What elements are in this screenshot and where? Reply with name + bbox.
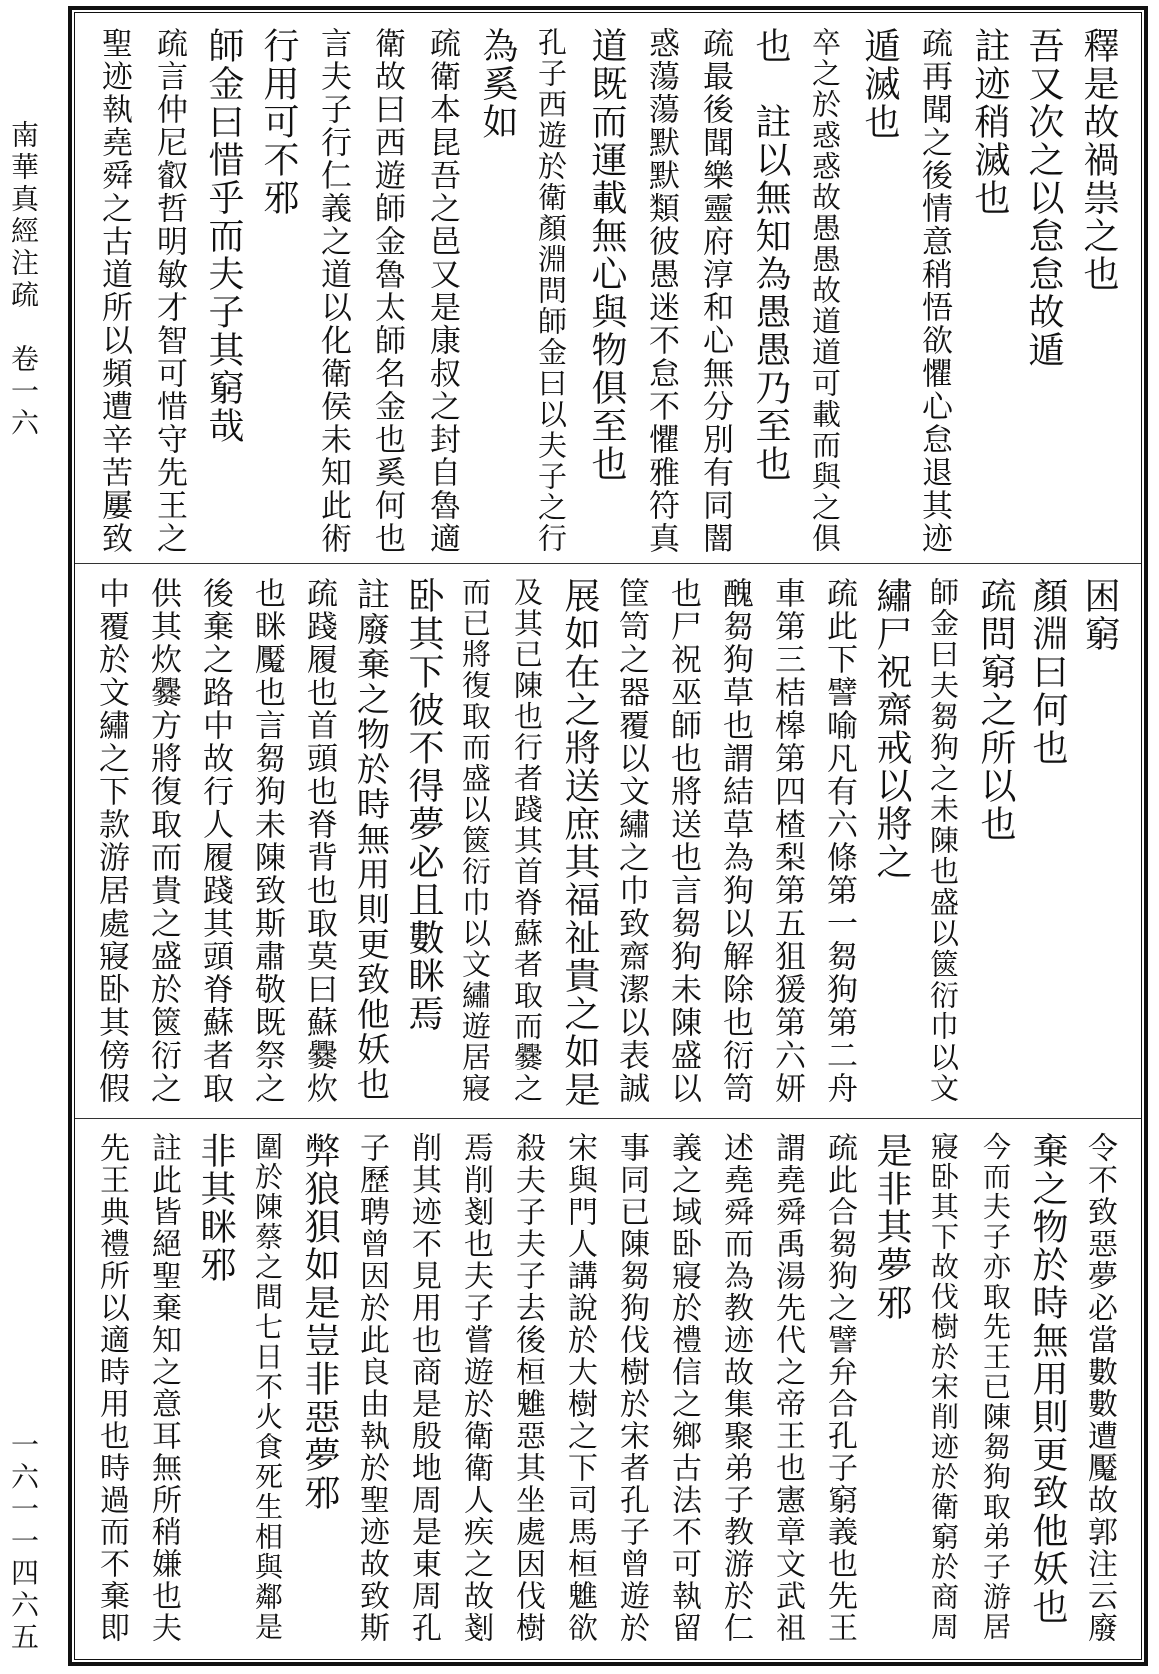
text-column: 疏踐履也首頭也脊背也取莫曰蘇爨炊 bbox=[301, 577, 337, 1105]
text-column: 也 註以無知為愚愚乃至也 bbox=[750, 27, 791, 483]
text-column: 義之域卧寢於禮信之鄉古法不可執留 bbox=[666, 1132, 701, 1644]
text-column: 言夫子行仁義之道以化衛侯未知此術 bbox=[315, 27, 351, 555]
text-column: 醜芻狗草也謂結草為狗以解除也衍笥 bbox=[717, 577, 753, 1105]
text-column: 註迹稍滅也 bbox=[969, 27, 1010, 217]
text-column: 疏最後聞樂靈府淳和心無分別有同闇 bbox=[697, 27, 733, 555]
text-column: 釋是故禍祟之也 bbox=[1078, 27, 1119, 293]
text-column: 疏此合芻狗之譬弁合孔子窮義也先王 bbox=[822, 1132, 857, 1644]
text-column: 吾又次之以怠怠故遁 bbox=[1023, 27, 1064, 369]
text-column: 棄之物於時無用則更致他妖也 bbox=[1027, 1132, 1068, 1626]
text-column: 衛故曰西遊師金魯太師名金也奚何也 bbox=[369, 27, 405, 555]
text-column: 事同已陳芻狗伐樹於宋者孔子曾遊於 bbox=[614, 1132, 649, 1644]
text-column: 謂堯舜禹湯先代之帝王也憲章文武祖 bbox=[770, 1132, 805, 1644]
text-column: 卧其下彼不得夢必且數眯焉 bbox=[403, 577, 444, 1033]
text-column: 疏問窮之所以也 bbox=[975, 577, 1016, 843]
text-column: 困窮 bbox=[1079, 577, 1120, 653]
text-column: 殺夫子夫子去後桓魋惡其坐處因伐樹 bbox=[510, 1132, 545, 1644]
text-column: 也眯魘也言芻狗未陳致斯肅敬既祭之 bbox=[249, 577, 285, 1105]
text-column: 中覆於文繡之下款游居處寢卧其傍假 bbox=[93, 577, 129, 1105]
text-column: 弊狼狽如是豈非惡夢邪 bbox=[299, 1132, 340, 1512]
text-column: 車第三桔槔第四楂梨第五狙猨第六妍 bbox=[769, 577, 805, 1105]
text-register-bottom bbox=[75, 1118, 1141, 1659]
text-column: 卒之於惑惑故愚愚故道道可載而與之俱 bbox=[808, 27, 842, 554]
text-column: 削其迹不見用也商是殷地周是東周孔 bbox=[406, 1132, 441, 1644]
text-column: 註廢棄之物於時無用則更致他妖也 bbox=[352, 577, 391, 1102]
text-column: 令不致惡夢必當數數遭魘故郭注云廢 bbox=[1082, 1132, 1117, 1644]
text-column: 孔子西遊於衛顏淵問師金曰以夫子之行 bbox=[534, 27, 568, 554]
text-column: 遁滅也 bbox=[859, 27, 900, 141]
text-column: 供其炊爨方將復取而貴之盛於篋衍之 bbox=[145, 577, 181, 1105]
text-column: 繡尸祝齋戒以將之 bbox=[871, 577, 912, 881]
text-column: 疏言仲尼叡哲明敏才智可惜守先王之 bbox=[151, 27, 187, 555]
text-column: 及其已陳也行者踐其首脊蘇者取而爨之 bbox=[510, 577, 544, 1104]
text-column: 是非其夢邪 bbox=[871, 1132, 912, 1322]
text-column: 今而夫子亦取先王已陳芻狗取弟子游居 bbox=[979, 1132, 1012, 1642]
text-column: 聖迹執堯舜之古道所以頻遭辛苦屢致 bbox=[96, 27, 132, 555]
text-column: 後棄之路中故行人履踐其頭脊蘇者取 bbox=[197, 577, 233, 1105]
text-column: 師金曰惜乎而夫子其窮哉 bbox=[203, 27, 244, 445]
text-column: 師金曰夫芻狗之未陳也盛以篋衍巾以文 bbox=[926, 577, 960, 1104]
text-column: 宋與門人講說於大樹之下司馬桓魋欲 bbox=[562, 1132, 597, 1644]
text-column: 圍於陳蔡之間七日不火食死生相與鄰是 bbox=[251, 1132, 284, 1642]
text-column: 疏再聞之後情意稍悟欲懼心怠退其迹 bbox=[916, 27, 952, 555]
text-register-top bbox=[75, 13, 1141, 563]
text-column: 而已將復取而盛以篋衍巾以文繡遊居寢 bbox=[458, 577, 492, 1104]
text-column: 疏此下譬喻凡有六條第一芻狗第二舟 bbox=[821, 577, 857, 1105]
text-column: 行用可不邪 bbox=[258, 27, 299, 217]
text-column: 為奚如 bbox=[477, 27, 518, 141]
text-register-middle bbox=[75, 563, 1141, 1118]
margin-folio-number: 一六一一四六五 bbox=[7, 1430, 40, 1654]
text-column: 寢卧其下故伐樹於宋削迹於衛窮於商周 bbox=[927, 1132, 960, 1642]
text-column: 展如在之將送庶其福祉貴之如是 bbox=[559, 577, 600, 1109]
text-column: 非其眯邪 bbox=[195, 1132, 236, 1284]
text-column: 道既而運載無心與物俱至也 bbox=[586, 27, 627, 483]
text-column: 筐笥之器覆以文繡之巾致齋潔以表誠 bbox=[613, 577, 649, 1105]
text-column: 註此皆絕聖棄知之意耳無所稍嫌也夫 bbox=[146, 1132, 181, 1644]
text-column: 子歷聘曾因於此良由執於聖迹故致斯 bbox=[354, 1132, 389, 1644]
text-column: 也尸祝巫師也將送也言芻狗未陳盛以 bbox=[665, 577, 701, 1105]
text-column: 述堯舜而為教迹故集聚弟子教游於仁 bbox=[718, 1132, 753, 1644]
text-column: 惑蕩蕩默默類彼愚迷不怠不懼雅符真 bbox=[643, 27, 679, 555]
margin-book-title: 南華真經注疏 卷一六 bbox=[7, 120, 40, 440]
text-column: 焉削剗也夫子嘗遊於衛衛人疾之故剗 bbox=[458, 1132, 493, 1644]
text-column: 疏衛本昆吾之邑又是康叔之封自魯適 bbox=[424, 27, 460, 555]
text-column: 先王典禮所以適時用也時過而不棄即 bbox=[94, 1132, 129, 1644]
text-column: 顏淵曰何也 bbox=[1027, 577, 1068, 767]
